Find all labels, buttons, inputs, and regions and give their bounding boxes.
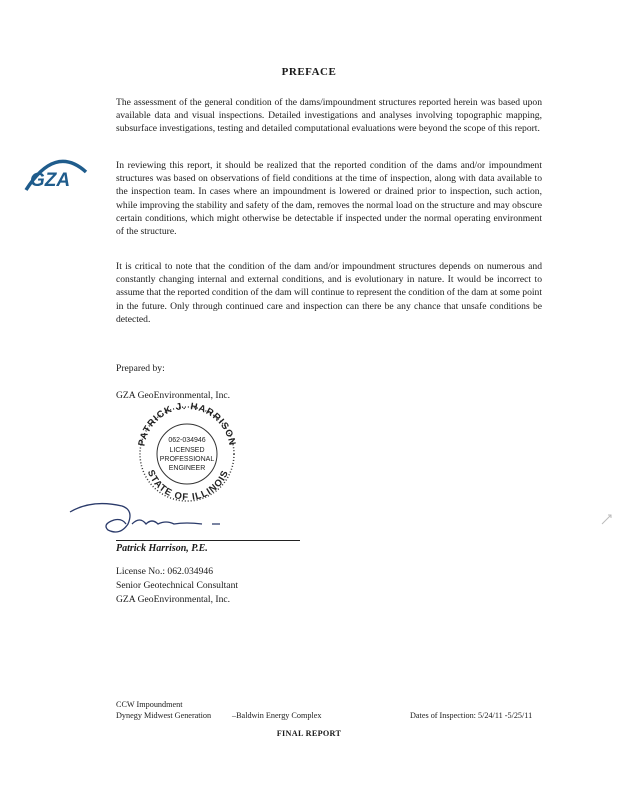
seal-inner-ring xyxy=(157,424,217,484)
signature-stroke xyxy=(70,504,220,532)
engineer-company: GZA GeoEnvironmental, Inc. xyxy=(116,594,231,605)
preface-paragraph-1: The assessment of the general condition of the dams/impoundment structures reported herein was based upon available data and visual inspections. Detailed investigations and analyses involving topographic mapping, subsurface investigations, testing and detailed computational evaluations were beyond the scope of this report. xyxy=(116,97,542,135)
logo-text: GZA xyxy=(30,170,71,191)
gza-logo xyxy=(20,150,90,194)
seal-number: 062-034946 xyxy=(168,437,206,444)
scan-mark-stroke xyxy=(602,515,611,524)
license-number: License No.: 062.034946 xyxy=(116,566,213,577)
engineer-name: Patrick Harrison, P.E. xyxy=(116,543,208,554)
seal-top-arc: PATRICK J. HARRISON xyxy=(136,402,238,448)
signature xyxy=(62,494,222,539)
engineer-seal xyxy=(126,402,248,502)
footer-complex: –Baldwin Energy Complex xyxy=(232,711,322,720)
footer-final-report: FINAL REPORT xyxy=(276,729,342,738)
scan-mark xyxy=(600,512,614,526)
seal-professional: PROFESSIONAL xyxy=(159,456,215,463)
page-title: PREFACE xyxy=(281,66,337,78)
footer-owner: Dynegy Midwest Generation xyxy=(116,711,212,720)
preface-paragraph-2: In reviewing this report, it should be realized that the reported condition of the dams and/or impoundment structures was based on observations of field conditions at the time of inspection, along with data available to the inspection team. In cases where an impoundment is lowered or drained prior to inspection, such action, while improving the stability and safety of the dam, removes the normal load on the structure and may obscure certain conditions, which might otherwise be detectable if inspected under the normal operating environment of the structure. xyxy=(116,160,542,238)
seal-engineer: ENGINEER xyxy=(168,465,206,472)
signature-line xyxy=(116,540,300,541)
seal-licensed: LICENSED xyxy=(169,447,205,454)
seal-bottom-arc: STATE OF ILLINOIS xyxy=(144,468,232,502)
preface-paragraph-3: It is critical to note that the condition of the dam and/or impoundment structures depends on numerous and constantly changing internal and external conditions, and is evolutionary in nature. It would be incorrect to assume that the reported condition of the dam will continue to represent the condition of the dam at some point in the future. Only through continued care and inspection can there be any chance that unsafe conditions be detected. xyxy=(116,261,543,325)
engineer-title: Senior Geotechnical Consultant xyxy=(116,580,239,591)
prepared-company: GZA GeoEnvironmental, Inc. xyxy=(116,390,231,401)
footer-dates: Dates of Inspection: 5/24/11 -5/25/11 xyxy=(410,711,533,720)
footer-project: CCW Impoundment xyxy=(116,700,183,709)
prepared-by-label: Prepared by: xyxy=(116,363,165,374)
